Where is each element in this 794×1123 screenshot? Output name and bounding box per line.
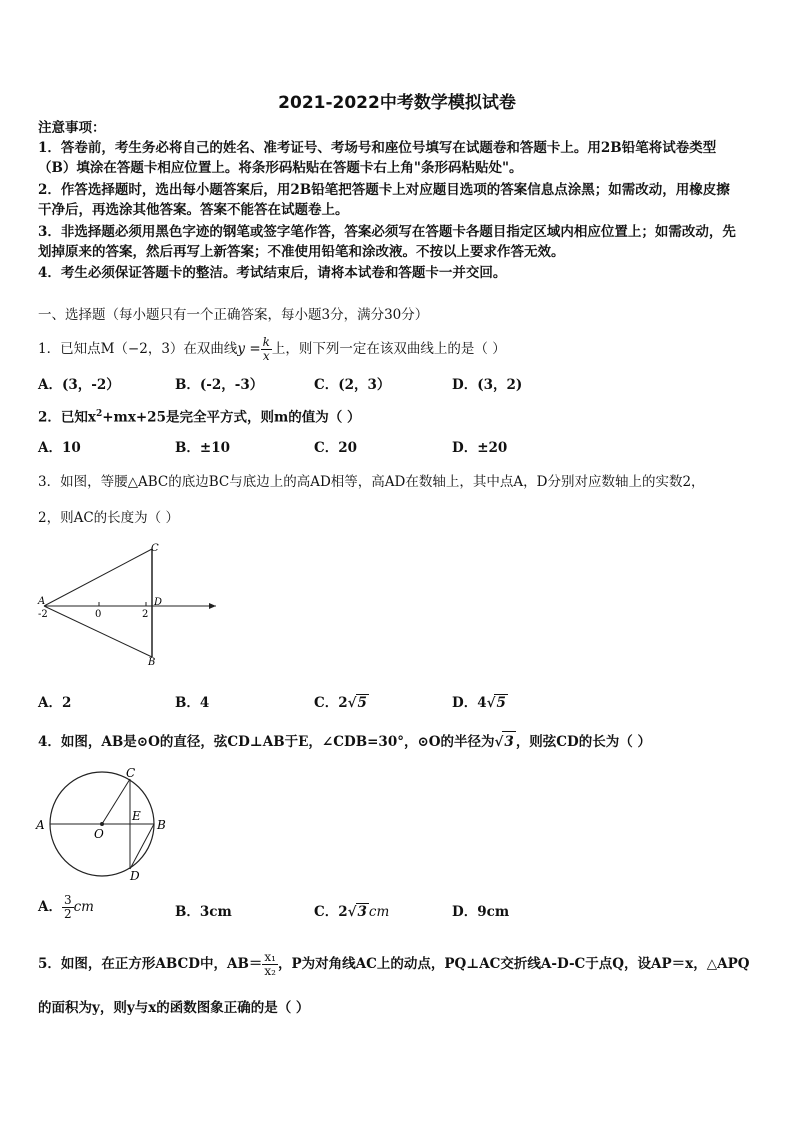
question-3-line2: 2，则AC的长度为（ ） <box>38 510 179 526</box>
q3-tick-neg2: -2 <box>38 609 48 620</box>
notice-line: （B）填涂在答题卡相应位置上。将条形码粘贴在答题卡右上角"条形码粘贴处"。 <box>38 160 523 176</box>
q3-label-c: C <box>151 543 159 554</box>
question-4: 4．如图，AB是⊙O的直径，弦CD⊥AB于E，∠CDB=30°，⊙O的半径为√3 ，则弦CD的长为（ ） <box>38 731 651 752</box>
q2-option-d[interactable]: D．±20 <box>452 440 508 456</box>
q2-option-c[interactable]: C．20 <box>314 440 358 456</box>
q4-label-d: D <box>130 869 140 883</box>
question-5-line2: 的面积为y，则y与x的函数图象正确的是（ ） <box>38 1000 310 1016</box>
q3-figure <box>34 540 224 672</box>
q4-label-e: E <box>132 809 141 823</box>
q3-tick-2: 2 <box>142 609 149 620</box>
q4-label-a: A <box>36 818 45 832</box>
q4-label-o: O <box>94 827 104 841</box>
q1-option-d[interactable]: D．(3，2) <box>452 377 523 393</box>
q4-label-b: B <box>157 818 166 832</box>
notice-line: 3．非选择题必须用黑色字迹的钢笔或签字笔作答，答案必须写在答题卡各题目指定区域内相应位置上；如需改动，先 <box>38 224 736 240</box>
q2-option-a[interactable]: A．10 <box>38 440 81 456</box>
q1-fraction: $\frac{k}{x}$ <box>262 335 270 363</box>
q2-option-b[interactable]: B．±10 <box>175 440 231 456</box>
section-heading: 一、选择题（每小题只有一个正确答案，每小题3分，满分30分） <box>38 307 429 323</box>
q3-label-d: D <box>154 597 163 608</box>
question-2: 2．已知$x^2+mx+25$是完全平方式，则m的值为（ ） <box>38 409 361 426</box>
notice-line: 1．答卷前，考生务必将自己的姓名、准考证号、考场号和座位号填写在试题卷和答题卡上。用2B铅笔将试卷类型 <box>38 140 717 156</box>
sqrt-sign-icon: √ <box>347 695 357 711</box>
q4-label-c: C <box>126 766 136 780</box>
sqrt-sign-icon: √ <box>486 695 496 711</box>
q3-option-b[interactable]: B．4 <box>175 695 210 711</box>
question-3-line1: 3．如图，等腰△ABC的底边BC与底边上的高AD相等，高AD在数轴上，其中点A，D分别对应数轴上的实数2， <box>38 474 705 490</box>
q4-option-a[interactable]: A． $\frac{3}{2}$ cm <box>38 893 94 921</box>
q3-tick-0: 0 <box>95 609 102 620</box>
q1-option-a[interactable]: A．(3，-2） <box>38 377 120 393</box>
notice-line: 划掉原来的答案，然后再写上新答案；不准使用铅笔和涂改液。不按以上要求作答无效。 <box>38 244 565 260</box>
notice-line: 干净后，再选涂其他答案。答案不能答在试题卷上。 <box>38 202 349 218</box>
q1-stem-post: 上，则下列一定在该双曲线上的是（ ） <box>271 341 506 357</box>
q4-figure <box>34 762 174 884</box>
q3-option-a[interactable]: A．2 <box>38 695 72 711</box>
q4-option-d[interactable]: D．9cm <box>452 904 510 920</box>
q1-option-c[interactable]: C．(2，3） <box>314 377 391 393</box>
q3-label-a: A <box>38 596 46 607</box>
q3-label-b: B <box>148 657 156 668</box>
q1-y-eq: y = <box>237 341 261 357</box>
q1-option-b[interactable]: B．(-2，-3） <box>175 377 264 393</box>
q4-option-b[interactable]: B．3cm <box>175 904 232 920</box>
q3-option-d[interactable]: D．4√5 <box>452 695 506 711</box>
page-title: 2021-2022中考数学模拟试卷 <box>278 93 516 113</box>
notice-heading: 注意事项： <box>38 120 106 136</box>
question-5-line1: 5．如图，在正方形ABCD中，AB＝ $\frac{\text{x₁}}{\text{x₂}}$ ，P为对角线AC上的动点，PQ⊥AC交折线A-D-C于点Q，设AP＝x，△APQ <box>38 950 750 978</box>
sqrt-sign-icon: √ <box>347 904 357 920</box>
q1-stem-pre: 1．已知点M（−2，3）在双曲线 <box>38 341 238 357</box>
notice-line: 4．考生必须保证答题卡的整洁。考试结束后，请将本试卷和答题卡一并交回。 <box>38 265 507 281</box>
question-1 <box>38 336 506 363</box>
q3-option-c[interactable]: C．2√5 <box>314 695 367 711</box>
sqrt-sign-icon: √ <box>494 734 504 750</box>
q4-option-c[interactable]: C．2√3 cm <box>314 904 390 920</box>
notice-line: 2．作答选择题时，选出每小题答案后，用2B铅笔把答题卡上对应题目选项的答案信息点涂黑；如需改动，用橡皮擦 <box>38 182 730 198</box>
